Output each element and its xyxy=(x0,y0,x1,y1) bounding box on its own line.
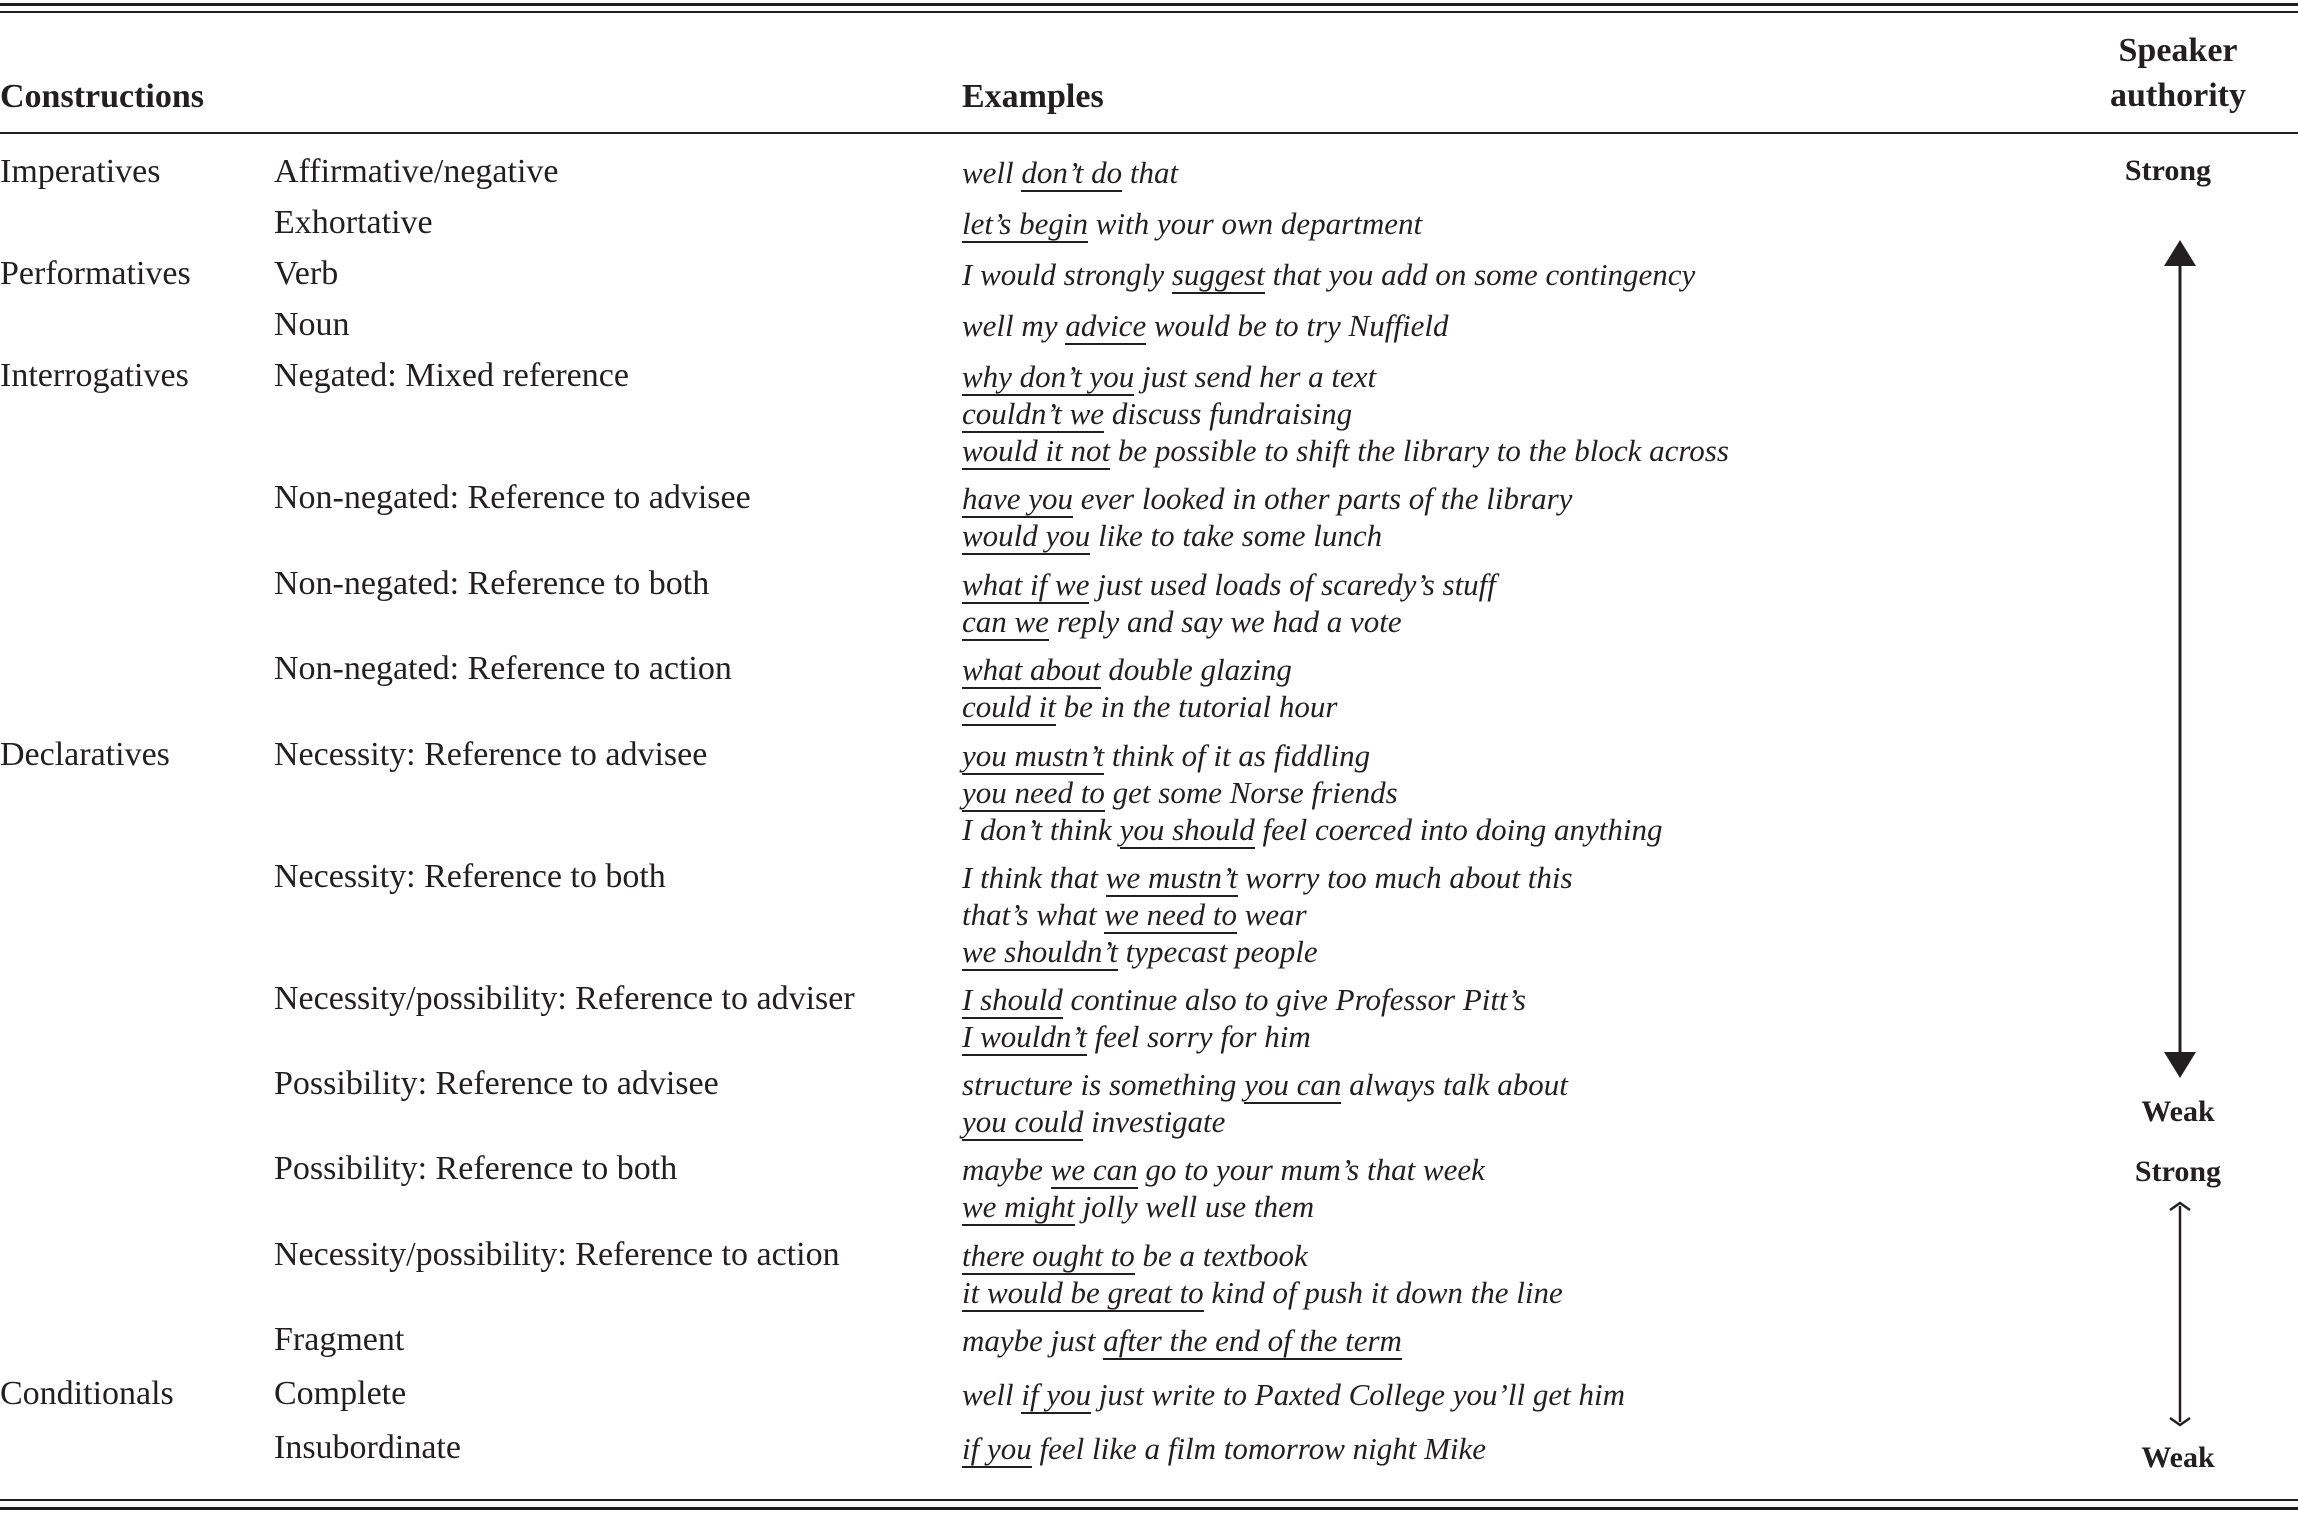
advice-marker-underlined: if you xyxy=(962,1431,1032,1466)
advice-marker-underlined: we might xyxy=(962,1189,1075,1224)
subtype-label: Exhortative xyxy=(274,204,433,241)
header-authority-line: authority xyxy=(2110,77,2246,114)
construction-label: Conditionals xyxy=(0,1375,174,1412)
subtype-label: Affirmative/negative xyxy=(274,153,559,190)
example-text: with your own department xyxy=(1088,206,1423,241)
example-text: be in the tutorial hour xyxy=(1055,689,1338,724)
example-text: maybe xyxy=(962,1152,1051,1187)
construction-label: Performatives xyxy=(0,255,191,292)
example-text: that’s what xyxy=(962,897,1105,932)
example-text: ever looked in other parts of the library xyxy=(1073,481,1573,516)
advice-marker-underlined: what if we xyxy=(962,567,1090,602)
example-text: well my xyxy=(962,308,1066,343)
subtype-label: Non-negated: Reference to advisee xyxy=(274,479,751,516)
example-text: typecast people xyxy=(1117,934,1318,969)
example-text: just used loads of scaredy’s stuff xyxy=(1089,567,1496,602)
example-text: double glazing xyxy=(1100,652,1292,687)
authority-strong-label-2: Strong xyxy=(2134,1155,2222,1188)
example-text: be a textbook xyxy=(1134,1238,1308,1273)
authority-arrow-secondary xyxy=(2170,1203,2190,1425)
advice-marker-underlined: after the end of the term xyxy=(1103,1323,1402,1358)
example-text: worry too much about this xyxy=(1237,860,1573,895)
subtype-label: Fragment xyxy=(274,1321,405,1358)
advice-marker-underlined: could it xyxy=(962,689,1056,724)
subtype-label: Complete xyxy=(274,1375,407,1412)
subtype-label: Necessity: Reference to both xyxy=(274,858,666,895)
construction-label: Interrogatives xyxy=(0,357,189,394)
example-text: get some Norse friends xyxy=(1104,775,1398,810)
example-text: just send her a text xyxy=(1134,359,1377,394)
example-text: jolly well use them xyxy=(1074,1189,1315,1224)
advice-marker-underlined: suggest xyxy=(1171,257,1265,292)
advice-marker-underlined: it would be great to xyxy=(962,1275,1204,1310)
construction-label: Imperatives xyxy=(0,153,161,190)
subtype-label: Insubordinate xyxy=(274,1429,461,1466)
example-text: always talk about xyxy=(1341,1067,1568,1102)
example-text: feel coerced into doing anything xyxy=(1254,812,1663,847)
advice-marker-underlined: we shouldn’t xyxy=(962,934,1118,969)
example-text: I don’t think xyxy=(962,812,1120,847)
subtype-label: Verb xyxy=(274,255,339,292)
subtype-label: Noun xyxy=(274,306,350,343)
advice-marker-underlined: we mustn’t xyxy=(1105,860,1238,895)
construction-label: Declaratives xyxy=(0,736,170,773)
advice-marker-underlined: we need to xyxy=(1104,897,1237,932)
example-text: wear xyxy=(1236,897,1307,932)
example-text: that xyxy=(1122,155,1179,190)
example-text: that you add on some contingency xyxy=(1264,257,1696,292)
example-text: feel like a film tomorrow night Mike xyxy=(1031,1431,1487,1466)
example-text: would be to try Nuffield xyxy=(1146,308,1449,343)
advice-marker-underlined: you should xyxy=(1119,812,1255,847)
example-text: go to your mum’s that week xyxy=(1137,1152,1485,1187)
advice-marker-underlined: would you xyxy=(962,518,1091,553)
authority-arrow-main xyxy=(2164,240,2196,1078)
advice-marker-underlined: have you xyxy=(962,481,1074,516)
example-text: reply and say we had a vote xyxy=(1048,604,1402,639)
header-speaker-line: Speaker xyxy=(2118,32,2238,69)
advice-marker-underlined: I should xyxy=(962,982,1063,1017)
advice-marker-underlined: couldn’t we xyxy=(962,396,1105,431)
example-text: think of it as fiddling xyxy=(1104,738,1371,773)
subtype-label: Non-negated: Reference to both xyxy=(274,565,710,602)
advice-marker-underlined: you could xyxy=(962,1104,1084,1139)
subtype-label: Necessity/possibility: Reference to adviser xyxy=(274,980,855,1017)
example-text: investigate xyxy=(1083,1104,1226,1139)
example-text: maybe just xyxy=(962,1323,1104,1358)
advice-marker-underlined: if you xyxy=(1021,1377,1092,1412)
example-text: well xyxy=(962,1377,1022,1412)
subtype-label: Possibility: Reference to advisee xyxy=(274,1065,719,1102)
subtype-label: Non-negated: Reference to action xyxy=(274,650,732,687)
example-text: well xyxy=(962,155,1022,190)
subtype-label: Negated: Mixed reference xyxy=(274,357,629,394)
example-text: feel sorry for him xyxy=(1086,1019,1311,1054)
advice-marker-underlined: you need to xyxy=(962,775,1105,810)
advice-marker-underlined: there ought to xyxy=(962,1238,1135,1273)
authority-weak-label-2: Weak xyxy=(2141,1441,2215,1474)
example-text: structure is something xyxy=(962,1067,1245,1102)
subtype-label: Possibility: Reference to both xyxy=(274,1150,678,1187)
advice-marker-underlined: we can xyxy=(1050,1152,1138,1187)
advice-marker-underlined: I wouldn’t xyxy=(962,1019,1087,1054)
example-text: kind of push it down the line xyxy=(1203,1275,1563,1310)
example-text: I think that xyxy=(962,860,1106,895)
advice-marker-underlined: you mustn’t xyxy=(962,738,1105,773)
header-constructions: Constructions xyxy=(0,78,205,115)
advice-marker-underlined: why don’t you xyxy=(962,359,1135,394)
example-text: continue also to give Professor Pitt’s xyxy=(1062,982,1526,1017)
example-text: be possible to shift the library to the block across xyxy=(1110,433,1729,468)
authority-weak-label: Weak xyxy=(2141,1095,2215,1128)
authority-strong-label: Strong xyxy=(2124,154,2212,187)
advice-marker-underlined: what about xyxy=(962,652,1101,687)
subtype-label: Necessity: Reference to advisee xyxy=(274,736,708,773)
advice-marker-underlined: don’t do xyxy=(1021,155,1123,190)
advice-marker-underlined: let’s begin xyxy=(962,206,1088,241)
advice-marker-underlined: can we xyxy=(962,604,1049,639)
advice-marker-underlined: advice xyxy=(1065,308,1147,343)
advice-marker-underlined: would it not xyxy=(962,433,1111,468)
example-text: like to take some lunch xyxy=(1090,518,1383,553)
header-examples: Examples xyxy=(962,78,1104,115)
example-text: just write to Paxted College you’ll get him xyxy=(1091,1377,1625,1412)
advice-marker-underlined: you can xyxy=(1244,1067,1342,1102)
example-text: discuss fundraising xyxy=(1104,396,1353,431)
example-text: I would strongly xyxy=(962,257,1172,292)
subtype-label: Necessity/possibility: Reference to action xyxy=(274,1236,840,1273)
